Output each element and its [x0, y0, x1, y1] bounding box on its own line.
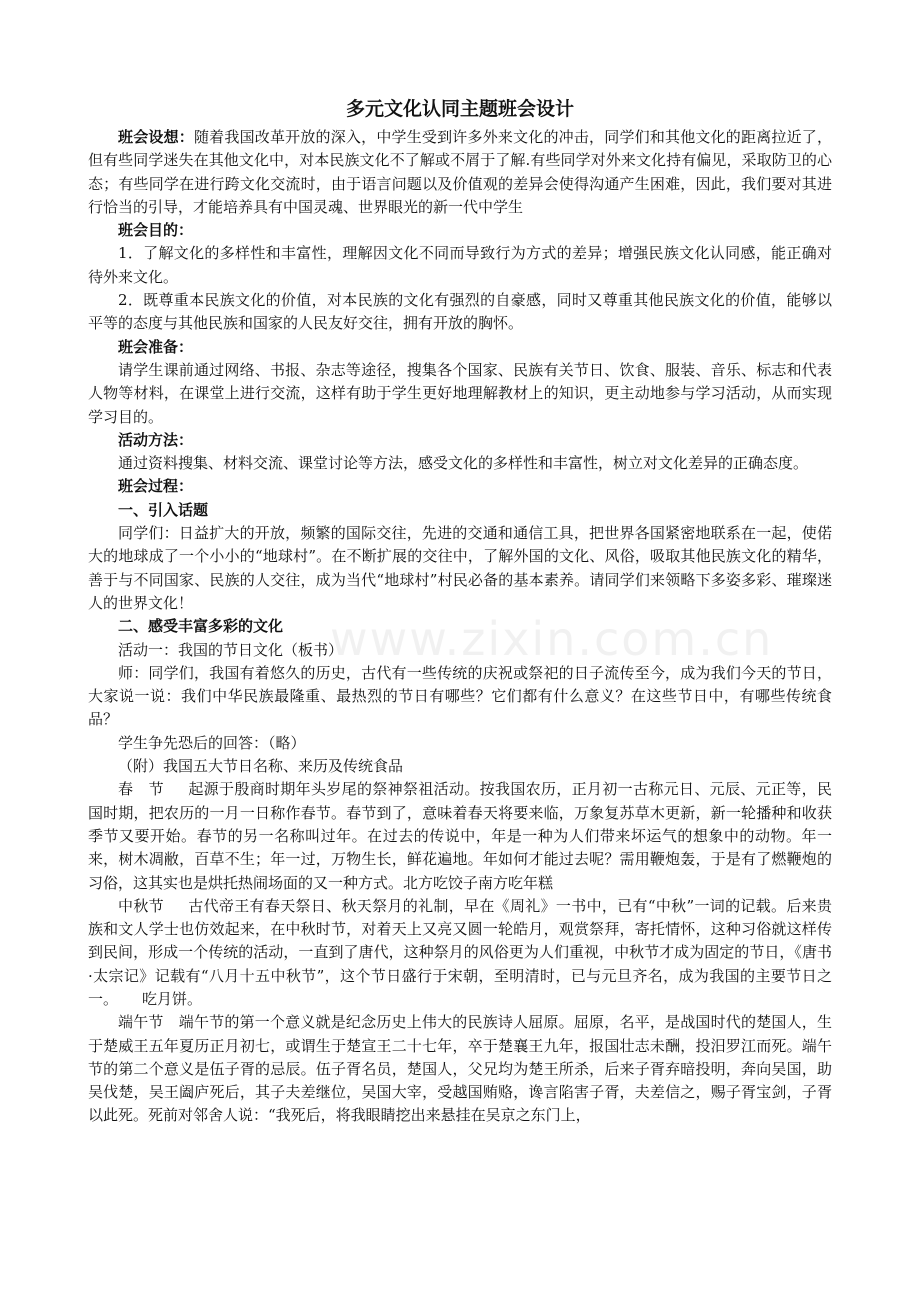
document-title: 多元文化认同主题班会设计 — [345, 98, 574, 120]
festival-spring-name: 春 节 — [118, 780, 164, 799]
festival-duanwu — [88, 1011, 832, 1127]
prep-text: 请学生课前通过网络、书报、杂志等途径，搜集各个国家、民族有关节日、饮食、服装、音乐、标志和代表人物等材料，在课堂上进行交流，这样有助于学生更好地理解教材上的知识，更主动地参与学习活动，从而实现学习目的。 — [88, 360, 832, 426]
appendix-line: （附）我国五大节日名称、来历及传统食品 — [118, 757, 404, 776]
festival-midautumn-name: 中秋节 — [118, 896, 164, 915]
part2-heading: 二、感受丰富多彩的文化 — [118, 617, 284, 636]
festival-midautumn-text: 古代帝王有春天祭日、秋天祭月的礼制，早在《周礼》一书中，已有“中秋”一词的记载。后来贵族和文人学士也仿效起来，在中秋时节，对着天上又亮又圆一轮皓月，观赏祭拜，寄托情怀，这种习俗就这样传到民间，形成一个传统的活动，一直到了唐代，这种祭月的风俗更为人们重视，中秋节才成为固定的节日，《唐书·太宗记》记载有“八月十五中秋节”，这个节日盛行于宋朝，至明清时，已与元旦齐名，成为我国的主要节日之一。 — [88, 896, 832, 1008]
watermark: www.zixin.com.cn — [330, 612, 774, 666]
idea-paragraph — [88, 126, 832, 219]
goal-item-2: 2．既尊重本民族文化的价值，对本民族的文化有强烈的自豪感，同时又尊重其他民族文化的价值，能够以平等的态度与其他民族和国家的人民友好交往，拥有开放的胸怀。 — [88, 291, 832, 333]
answer-line: 学生争先恐后的回答：（略） — [118, 733, 306, 752]
goal-item-1: 1．了解文化的多样性和丰富性，理解因文化不同而导致行为方式的差异；增强民族文化认同感，能正确对待外来文化。 — [88, 244, 832, 286]
festival-midautumn-food: 吃月饼。 — [142, 989, 203, 1008]
idea-text: 随着我国改革开放的深入，中学生受到许多外来文化的冲击，同学们和其他文化的距离拉近了，但有些同学迷失在其他文化中，对本民族文化不了解或不屑于了解.有些同学对外来文化持有偏见，采取防卫的心态；有些同学在进行跨文化交流时，由于语言问题以及价值观的差异会使得沟通产生困难，因此，我们要对其进行恰当的引导，才能培养具有中国灵魂、世界眼光的新一代中学生 — [88, 128, 832, 216]
part1-text: 同学们：日益扩大的开放，频繁的国际交往，先进的交通和通信工具，把世界各国紧密地联系在一起，使偌大的地球成了一个小小的“地球村”。在不断扩展的交往中，了解外国的文化、风俗，吸取其他民族文化的精华，善于与不同国家、民族的人交往，成为当代“地球村”村民必备的基本素养。请同学们来领略下多姿多彩、璀璨迷人的世界文化！ — [88, 524, 832, 612]
method-label: 活动方法： — [118, 430, 194, 449]
festival-duanwu-text: 端午节的第一个意义就是纪念历史上伟大的民族诗人屈原。屈原，名平，是战国时代的楚国人，生于楚威王五年夏历正月初七，或谓生于楚宣王二十七年，卒于楚襄王九年，报国壮志未酬，投汨罗江而死。端午节的第二个意义是伍子胥的忌辰。伍子胥名员，楚国人，父兄均为楚王所杀，后来子胥弃暗投明，奔向吴国，助吴伐楚，吴王阖庐死后，其子夫差继位，吴国大宰，受越国贿赂，谗言陷害子胥，夫差信之，赐子胥宝剑，子胥以此死。死前对邻舍人说：“我死后，将我眼睛挖出来悬挂在吴京之东门上， — [88, 1013, 832, 1125]
festival-spring-text: 起源于殷商时期年头岁尾的祭神祭祖活动。按我国农历，正月初一古称元日、元辰、元正等，民国时期，把农历的一月一日称作春节。春节到了，意味着春天将要来临，万象复苏草木更新，新一轮播种和收获季节又要开始。春节的另一名称叫过年。在过去的传说中，年是一种为人们带来坏运气的想象中的动物。年一来，树木凋敝，百草不生；年一过，万物生长，鲜花遍地。年如何才能过去呢？需用鞭炮轰，于是有了燃鞭炮的习俗，这其实也是烘托热闹场面的又一种方式。北方吃饺子南方吃年糕 — [88, 780, 832, 892]
prep-label: 班会准备： — [118, 337, 194, 356]
method-text: 通过资料搜集、材料交流、课堂讨论等方法，感受文化的多样性和丰富性，树立对文化差异的正确态度。 — [118, 454, 809, 473]
festival-duanwu-name: 端午节 — [118, 1013, 164, 1032]
idea-label: 班会设想： — [118, 128, 194, 146]
activity-line: 活动一：我国的节日文化（板书） — [118, 640, 344, 659]
festival-spring — [88, 778, 832, 894]
festival-midautumn — [88, 895, 832, 1011]
part1-heading: 一、引入话题 — [118, 500, 209, 519]
process-label: 班会过程： — [118, 477, 194, 496]
document-page — [88, 96, 832, 1128]
goal-label: 班会目的： — [118, 221, 194, 240]
teacher-text: 师：同学们，我国有着悠久的历史，古代有一些传统的庆祝或祭祀的日子流传至今，成为我们今天的节日，大家说一说：我们中华民族最隆重、最热烈的节日有哪些？它们都有什么意义？在这些节日中，有哪些传统食品？ — [88, 663, 832, 729]
